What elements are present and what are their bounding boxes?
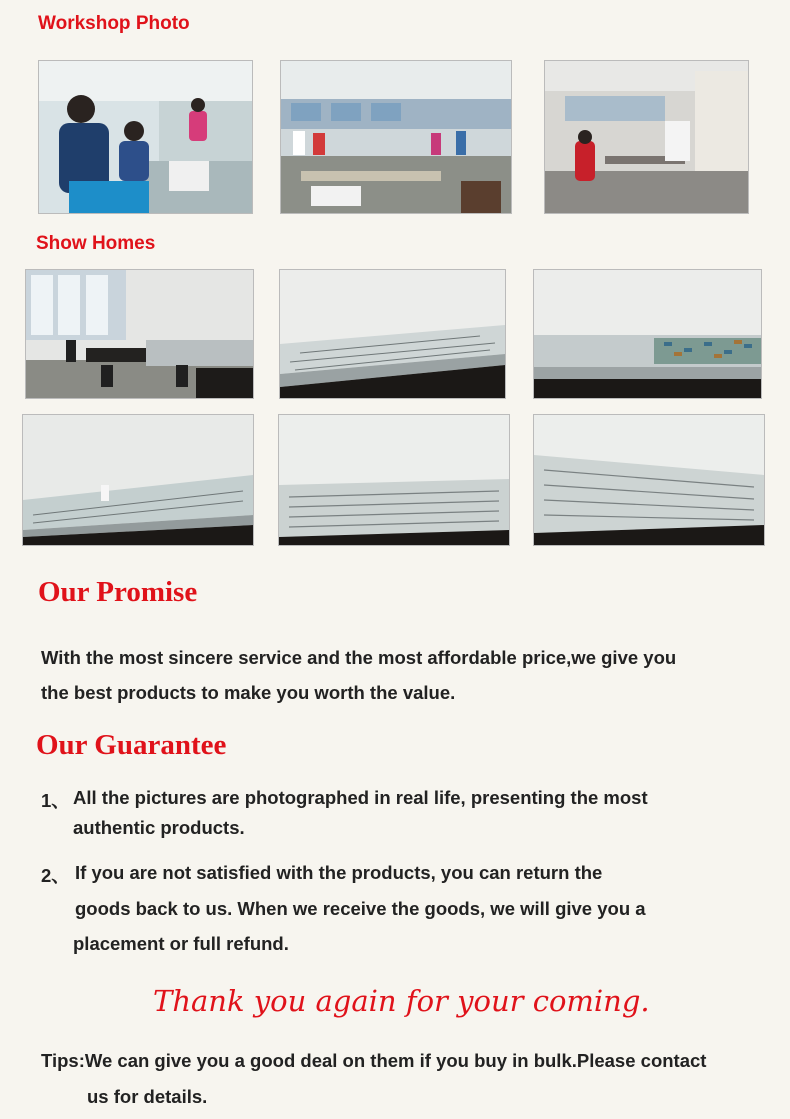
showroom-section-label: Show Homes bbox=[36, 233, 156, 254]
promise-heading: Our Promise bbox=[38, 576, 198, 608]
guarantee-heading: Our Guarantee bbox=[36, 729, 227, 761]
showroom-photo-display-case-1 bbox=[279, 269, 506, 399]
workshop-section-label: Workshop Photo bbox=[38, 13, 190, 34]
thank-you-message: Thank you again for your coming. bbox=[153, 984, 650, 1018]
workshop-photo-factory-floor bbox=[280, 60, 512, 214]
showroom-photo-display-case-5 bbox=[533, 414, 765, 546]
promise-line-1: With the most sincere service and the most affordable price,we give you bbox=[41, 647, 677, 668]
guarantee-item-1-number: 1、 bbox=[41, 790, 70, 811]
guarantee-item-1-line-1: All the pictures are photographed in real life, presenting the most bbox=[73, 787, 648, 808]
showroom-photo-meeting-room bbox=[25, 269, 254, 399]
guarantee-item-2-line-1: If you are not satisfied with the products, you can return the bbox=[75, 862, 603, 883]
guarantee-item-2-line-2: goods back to us. When we receive the goods, we will give you a bbox=[75, 898, 646, 919]
tips-line-1: Tips:We can give you a good deal on them if you buy in bulk.Please contact bbox=[41, 1050, 707, 1071]
guarantee-item-1-line-2: authentic products. bbox=[73, 817, 245, 838]
workshop-photo-storage bbox=[544, 60, 749, 214]
guarantee-item-2-number: 2、 bbox=[41, 865, 70, 886]
showroom-photo-display-case-2 bbox=[533, 269, 762, 399]
tips-line-2: us for details. bbox=[87, 1086, 208, 1107]
showroom-photo-display-case-4 bbox=[278, 414, 510, 546]
workshop-photo-assembly bbox=[38, 60, 253, 214]
showroom-photo-display-case-3 bbox=[22, 414, 254, 546]
promise-line-2: the best products to make you worth the value. bbox=[41, 682, 456, 703]
guarantee-item-2-line-3: placement or full refund. bbox=[73, 933, 289, 954]
